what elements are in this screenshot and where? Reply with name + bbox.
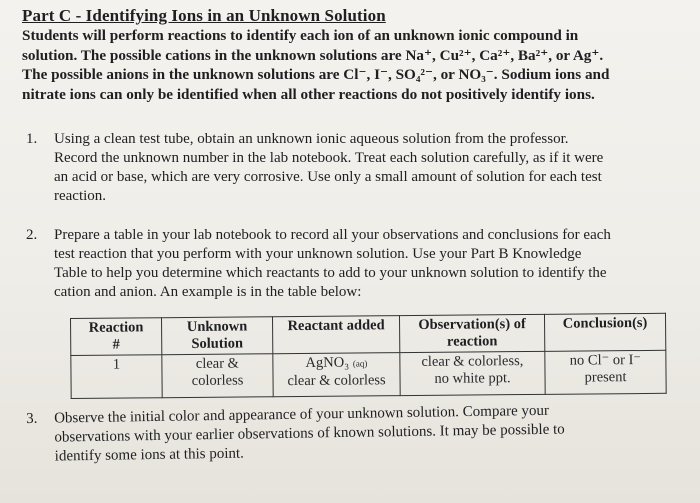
step-line: Prepare a table in your lab notebook to record all your observations and conclusions for each xyxy=(54,227,611,243)
step-line: identify some ions at this point. xyxy=(54,445,244,465)
table-header-row xyxy=(71,313,666,355)
cell-text: present xyxy=(584,369,627,386)
cell-reaction xyxy=(71,355,162,399)
step-3 xyxy=(26,400,687,467)
header-text: Reaction xyxy=(88,319,144,336)
header-unknown xyxy=(162,317,273,355)
step-line: Record the unknown number in the lab notebook. Treat each solution carefully, as if it were xyxy=(54,150,604,166)
step-line: reaction. xyxy=(54,188,107,204)
cell-text: no Cl⁻ or I⁻ xyxy=(569,352,642,369)
step-1 xyxy=(26,130,686,206)
step-number: 3. xyxy=(26,410,38,427)
header-text: Reactant added xyxy=(287,317,385,335)
cell-reactant xyxy=(273,353,400,397)
step-line: Table to help you determine which reactants to add to your unknown solution to identify the xyxy=(54,265,607,281)
header-text: reaction xyxy=(446,333,498,350)
cell-conclusion xyxy=(545,350,666,394)
header-reaction xyxy=(71,318,162,356)
cell-text: clear & colorless, xyxy=(421,353,524,370)
reactant-state: (aq) xyxy=(352,358,368,369)
cell-unknown xyxy=(162,354,273,398)
step-text xyxy=(54,130,686,206)
cell-text: 1 xyxy=(112,356,121,373)
reactant-formula: AgNO₃ xyxy=(305,354,350,371)
intro-line: The possible anions in the unknown solutions are Cl⁻, I⁻, SO₄²⁻, or NO₃⁻. Sodium ions and xyxy=(22,66,610,83)
cell-observation xyxy=(400,351,545,395)
step-line: Observe the initial color and appearance of your unknown solution. Compare your xyxy=(54,402,550,427)
step-line: observations with your earlier observations of known solutions. It may be possible to xyxy=(54,421,565,446)
header-reactant xyxy=(272,316,399,354)
table-row xyxy=(71,350,666,398)
header-text: Solution xyxy=(191,335,244,352)
header-text: Conclusion(s) xyxy=(562,314,648,332)
step-text xyxy=(54,400,687,467)
cell-text: colorless xyxy=(191,372,244,389)
example-table xyxy=(70,313,667,399)
intro-line: solution. The possible cations in the unknown solutions are Na⁺, Cu²⁺, Ca²⁺, Ba²⁺, or Ag⁺. xyxy=(22,46,604,64)
step-line: an acid or base, which are very corrosive. Use only a small amount of solution for each test xyxy=(54,169,602,185)
cell-text xyxy=(277,354,395,373)
step-number: 1. xyxy=(26,131,38,147)
header-conclusion xyxy=(544,313,665,351)
intro-paragraph xyxy=(22,26,687,104)
step-line: cation and anion. An example is in the table below: xyxy=(54,284,362,300)
header-text: Unknown xyxy=(186,318,248,335)
section-title: Part C - Identifying Ions in an Unknown Solution xyxy=(22,6,386,25)
cell-text: clear & xyxy=(195,355,240,372)
header-text: Observation(s) of xyxy=(418,316,526,333)
step-number: 2. xyxy=(26,227,38,243)
intro-line: nitrate ions can only be identified when all other reactions do not positively identify ions. xyxy=(22,85,595,103)
cell-text: clear & colorless xyxy=(287,372,386,390)
header-observation xyxy=(399,314,544,352)
step-text xyxy=(54,226,686,302)
step-line: test reaction that you perform with your unknown solution. Use your Part B Knowledge xyxy=(54,246,582,262)
step-line: Using a clean test tube, obtain an unknown ionic aqueous solution from the professor. xyxy=(54,131,569,147)
step-2 xyxy=(26,226,686,302)
intro-line: Students will perform reactions to identify each ion of an unknown ionic compound in xyxy=(22,27,579,44)
cell-text: no white ppt. xyxy=(434,370,511,387)
header-text: # xyxy=(112,336,120,353)
